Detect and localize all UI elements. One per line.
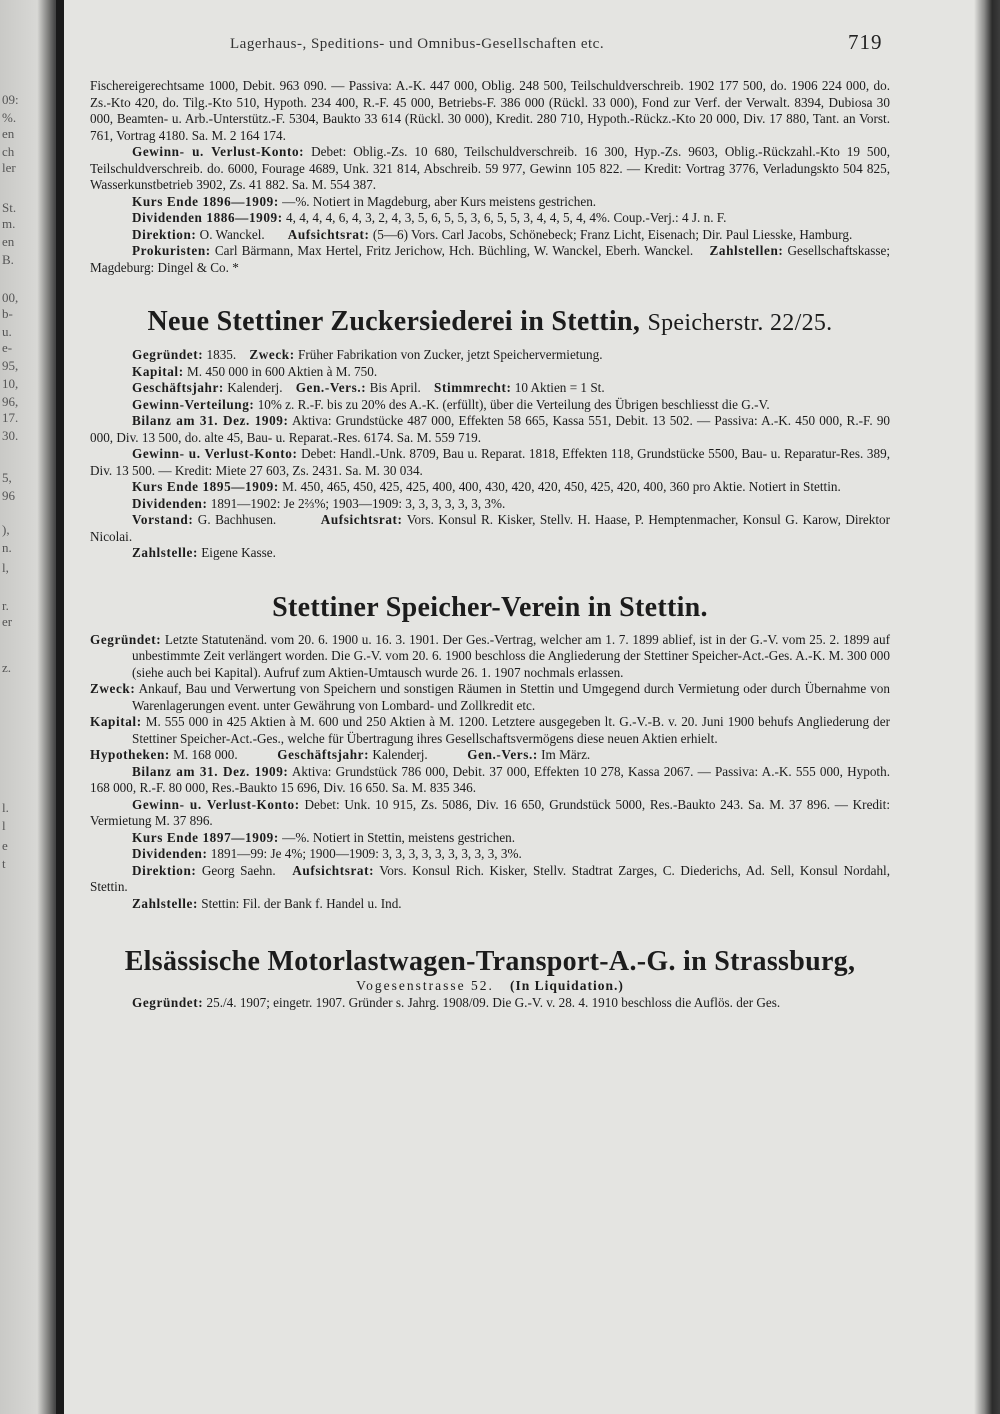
margin-fragment: u. bbox=[2, 324, 12, 339]
margin-fragment: 30. bbox=[2, 428, 19, 443]
entry-label: Gewinn- u. Verlust-Konto: bbox=[132, 446, 298, 461]
kurs-entry bbox=[90, 479, 890, 496]
entry-text: 4, 4, 4, 4, 6, 4, 3, 2, 4, 3, 5, 6, 5, 5, 3, 6, 5, 5, 3, 4, 4, 5, 4, 4%. Coup.-Verj.: 4 J. n. F. bbox=[286, 210, 727, 225]
margin-fragment: %. bbox=[2, 110, 17, 125]
page-right-edge bbox=[974, 0, 1000, 1414]
margin-fragment: l. bbox=[2, 800, 9, 815]
kapital-entry bbox=[90, 364, 890, 381]
entry-text: Debet: Unk. 10 915, Zs. 5086, Div. 16 650, Grundstück 5000, Res.-Baukto 243. Sa. M. 37 896. — Kredit: Vermietung M. 37 896. bbox=[90, 796, 891, 828]
entry-label: Gegründet: bbox=[132, 347, 204, 362]
entry-label: Kurs Ende 1895—1909: bbox=[132, 479, 279, 494]
gewinn-entry bbox=[90, 797, 890, 830]
entry-text: 1891—1902: Je 2⅔%; 1903—1909: 3, 3, 3, 3, 3, 3, 3%. bbox=[210, 495, 506, 511]
entry-label: Hypotheken: bbox=[90, 747, 170, 762]
entry-text: Georg Saehn. bbox=[201, 862, 276, 878]
margin-fragment: n. bbox=[2, 540, 12, 555]
margin-fragment: 5, bbox=[2, 470, 12, 485]
margin-fragment: ch bbox=[2, 144, 15, 159]
geschaeftsjahr-entry bbox=[90, 380, 890, 397]
entry-text: Debet: Handl.-Unk. 8709, Bau u. Reparat. 1818, Effekten 118, Grundstücke 5500, Bau- u. Reparatur-Res. 389, Div. 13 500. — Kredit: Miete 27 603, Zs. 2431. Sa. M. 30 034. bbox=[90, 446, 891, 478]
margin-fragment: m. bbox=[2, 216, 16, 231]
kurs-entry bbox=[90, 830, 890, 847]
entry-text: G. Bachhusen. bbox=[197, 512, 277, 527]
company-address: Vogesenstrasse 52. bbox=[356, 978, 494, 993]
kurs-entry bbox=[90, 194, 890, 211]
entry-label: Gewinn-Verteilung: bbox=[132, 396, 255, 412]
entry-label: Direktion: bbox=[132, 226, 197, 242]
dividenden-entry bbox=[90, 496, 890, 513]
entry-text: O. Wanckel. bbox=[199, 226, 265, 242]
entry-text: Vors. Konsul R. Kisker, Stellv. H. Haase, P. Hemptenmacher, Konsul G. Karow, Direktor Nicolai. bbox=[90, 512, 891, 544]
gewinn-entry bbox=[90, 144, 890, 194]
entry-label: Stimmrecht: bbox=[434, 380, 512, 395]
margin-fragment: St. bbox=[2, 200, 17, 215]
entry-label: Geschäftsjahr: bbox=[277, 747, 370, 762]
entry-text: 10% z. R.-F. bis zu 20% des A.-K. (erfüllt), über die Verteilung des Übrigen beschliesst die G.-V. bbox=[257, 396, 770, 412]
zahlstelle-entry bbox=[90, 896, 890, 913]
margin-fragment: ), bbox=[2, 522, 10, 537]
entry-label: Dividenden: bbox=[132, 846, 208, 861]
entry-text: Früher Fabrikation von Zucker, jetzt Speichervermietung. bbox=[298, 347, 603, 362]
prokuristen-entry bbox=[90, 243, 890, 276]
gegruendet-entry bbox=[90, 995, 890, 1012]
entry-label: Kapital: bbox=[90, 714, 142, 729]
entry-label: Aufsichtsrat: bbox=[292, 862, 375, 878]
entry-label: Aufsichtsrat: bbox=[287, 226, 370, 242]
entry-text: Im März. bbox=[541, 747, 591, 762]
entry-text: Stettin: Fil. der Bank f. Handel u. Ind. bbox=[201, 895, 402, 911]
margin-fragment: r. bbox=[2, 598, 9, 613]
margin-fragment: 95, bbox=[2, 358, 19, 373]
company-title bbox=[90, 946, 890, 978]
entry-label: Zweck: bbox=[90, 681, 136, 696]
margin-fragment: 10, bbox=[2, 376, 19, 391]
entry-label: Kurs Ende 1896—1909: bbox=[132, 193, 279, 209]
company-subtitle bbox=[90, 978, 890, 995]
entry-text: Aktiva: Grundstück 786 000, Debit. 37 000, Effekten 10 278, Kassa 2067. — Passiva: A.-K. 555 000, Hypoth. 168 000, R.-F. 80 000, Res.-Baukto 15 696, Div. 16 650. Sa. M. 835 346. bbox=[90, 763, 890, 795]
entry-text: Letzte Statutenänd. vom 20. 6. 1900 u. 16. 3. 1901. Der Ges.-Vertrag, welcher am 1. 7. 1899 ablief, ist in der G.-V. vom 25. 2. 1899 auf unbestimmte Zeit verlängert worden. Die G.-V. vom 20. 6. 1900 beschloss die Angliederung der Stettiner Speicher-Act.-Ges. A.-K. M. 300 000 (siehe auch bei Kapital). Aufruf zum Aktien-Umtausch wurde 26. 1. 1907 nochmals erlassen. bbox=[132, 631, 890, 680]
running-head: Lagerhaus-, Speditions- und Omnibus-Gesellschaften etc. bbox=[230, 36, 605, 52]
gegruendet-entry bbox=[90, 347, 890, 364]
margin-fragment: z. bbox=[2, 660, 12, 675]
entry-text: Bis April. bbox=[369, 380, 421, 395]
liquidation-status: (In Liquidation.) bbox=[510, 978, 624, 993]
company-title bbox=[90, 592, 890, 624]
margin-fragment: 96, bbox=[2, 394, 19, 409]
entry-label: Gewinn- u. Verlust-Konto: bbox=[132, 796, 300, 812]
entry-text: M. 450 000 in 600 Aktien à M. 750. bbox=[187, 363, 378, 379]
entry-text: Aktiva: Grundstücke 487 000, Effekten 58 665, Kassa 551, Debit. 13 502. — Passiva: A.-K. 450 000, R.-F. 90 000, Div. 13 500, do. alte 45, Bau- u. Reparat.-Res. 6174. Sa. M. 559 719. bbox=[90, 413, 891, 445]
entry-label: Gegründet: bbox=[132, 994, 204, 1010]
entry-text: Carl Bärmann, Max Hertel, Fritz Jerichow, Hch. Büchling, W. Wanckel, Eberh. Wanckel. bbox=[214, 243, 694, 258]
balance-continuation: Fischereigerechtsame 1000, Debit. 963 090. — Passiva: A.-K. 447 000, Oblig. 248 500, Teilschuldverschreib. 1902 177 500, do. 1906 224 000, do. Zs.-Kto 420, do. Tilg.-Kto 510, Hypoth. 234 400, R.-F. 45 000, Betriebs-F. 386 000 (Rückl. 33 000), Fond zur Verf. der Verwalt. 8394, Dubiosa 30 000, Beamten- u. Arb.-Unterstütz.-F. 5304, Baukto 33 614 (Rückl. 30 000), Kredit. 280 710, Hypoth.-Rückz.-Kto 20 000, Div. 17 880, Tant. an Vorst. 761, Vortrag 4180. Sa. M. 2 164 174. bbox=[90, 78, 890, 143]
bilanz-entry bbox=[90, 413, 890, 446]
direktion-entry bbox=[90, 863, 890, 896]
margin-fragment: 00, bbox=[2, 290, 19, 305]
entry-text: Ankauf, Bau und Verwertung von Speichern und sonstigen Räumen in Stettin und Umgegend durch Vermietung oder durch Übernahme von Warenlagerungen event. unter Gewährung von Lombard- und Zollkredit etc. bbox=[132, 681, 890, 713]
entry-label: Vorstand: bbox=[132, 512, 194, 527]
margin-fragment: 09: bbox=[2, 92, 19, 107]
gewinn-verteilung-entry bbox=[90, 397, 890, 414]
entry-text: (5—6) Vors. Carl Jacobs, Schönebeck; Franz Licht, Eisenach; Dir. Paul Liesske, Hamburg. bbox=[372, 226, 853, 242]
company-stettiner-speicher-verein bbox=[90, 592, 890, 913]
margin-fragment: 17. bbox=[2, 410, 19, 425]
entry-text: Vors. Konsul Rich. Kisker, Stellv. Stadtrat Zarges, C. Diederichs, Ad. Sell, Konsul Nordahl, Stettin. bbox=[90, 862, 890, 894]
entry-label: Gewinn- u. Verlust-Konto: bbox=[132, 144, 305, 159]
gewinn-entry bbox=[90, 446, 890, 479]
margin-fragment: b- bbox=[2, 306, 13, 321]
zahlstelle-entry bbox=[90, 545, 890, 562]
binding-edge-line bbox=[56, 0, 64, 1414]
company-name: Neue Stettiner Zuckersiederei in Stettin, bbox=[147, 306, 641, 337]
entry-label: Gen.-Vers.: bbox=[295, 380, 367, 395]
entry-label: Gegründet: bbox=[90, 631, 162, 647]
company-title bbox=[90, 306, 890, 339]
entry-text: M. 450, 465, 450, 425, 425, 400, 400, 430, 420, 420, 450, 425, 420, 400, 360 pro Aktie. Notiert in Stettin. bbox=[282, 479, 841, 494]
kapital-entry bbox=[90, 714, 890, 747]
margin-fragment: e bbox=[2, 838, 8, 853]
entry-label: Prokuristen: bbox=[132, 243, 211, 258]
entry-text: 25./4. 1907; eingetr. 1907. Gründer s. Jahrg. 1908/09. Die G.-V. v. 28. 4. 1910 beschloss die Auflös. der Ges. bbox=[206, 994, 781, 1010]
hypotheken-entry bbox=[90, 747, 890, 764]
vorstand-entry bbox=[90, 512, 890, 545]
entry-label: Direktion: bbox=[132, 862, 197, 878]
company-neue-stettiner-zuckersiederei bbox=[90, 306, 890, 562]
margin-fragment: l, bbox=[2, 560, 9, 575]
dividenden-entry bbox=[90, 210, 890, 227]
dividenden-entry bbox=[90, 846, 890, 863]
entry-label: Zahlstelle: bbox=[132, 895, 198, 911]
entry-text: 10 Aktien = 1 St. bbox=[514, 380, 605, 395]
entry-label: Gen.-Vers.: bbox=[467, 747, 538, 762]
entry-label: Zweck: bbox=[249, 347, 295, 362]
entry-text: M. 555 000 in 425 Aktien à M. 600 und 250 Aktien à M. 1200. Letztere ausgegeben lt. G.-V.-B. v. 20. Juni 1900 behufs Angliederung der Stettiner Speicher-Act.-Ges., welche für Übertragung ihres Gesellschaftsvermögens diese neuen Aktien erhielt. bbox=[132, 714, 890, 746]
company-name: Elsässische Motorlastwagen-Transport-A.-G. in Strassburg, bbox=[124, 946, 856, 977]
zweck-entry bbox=[90, 681, 890, 714]
margin-fragment: l bbox=[2, 818, 6, 833]
margin-fragment: t bbox=[2, 856, 6, 871]
entry-label: Bilanz am 31. Dez. 1909: bbox=[132, 413, 289, 428]
entry-text: M. 168 000. bbox=[173, 747, 238, 762]
direktion-entry bbox=[90, 227, 890, 244]
gegruendet-entry bbox=[90, 632, 890, 682]
company-name: Stettiner Speicher-Verein in Stettin. bbox=[272, 591, 708, 623]
entry-label: Zahlstellen: bbox=[709, 243, 784, 258]
margin-fragment: 96 bbox=[2, 488, 15, 503]
entry-label: Dividenden: bbox=[132, 495, 208, 511]
entry-label: Aufsichtsrat: bbox=[320, 512, 403, 527]
entry-label: Geschäftsjahr: bbox=[132, 380, 224, 395]
page-number: 719 bbox=[848, 30, 883, 54]
entry-label: Kapital: bbox=[132, 363, 184, 379]
company-elsaessische-motorlastwagen bbox=[90, 946, 890, 1011]
entry-label: Zahlstelle: bbox=[132, 545, 198, 560]
entry-text: Kalenderj. bbox=[372, 747, 428, 762]
margin-fragment: ler bbox=[2, 160, 16, 175]
entry-label: Bilanz am 31. Dez. 1909: bbox=[132, 763, 289, 779]
margin-fragment: en bbox=[2, 126, 15, 141]
entry-text: Debet: Oblig.-Zs. 10 680, Teilschuldverschreib. 16 300, Hyp.-Zs. 9603, Oblig.-Rückzahl.-Kto 19 500, Teilschuldverschreib. do. 6000, Fourage 4689, Unk. 321 814, Abschreib. 59 977, Gewinn 105 822. — Kredit: Vortrag 3776, Verladungskto 504 825, Wasserkunstbetrieb 3902, Zs. 41 882. Sa. M. 554 387. bbox=[90, 144, 891, 192]
entry-text: Gesellschaftskasse; Magdeburg: Dingel & Co. * bbox=[90, 243, 891, 275]
page-content bbox=[90, 78, 890, 1011]
margin-fragment: en bbox=[2, 234, 15, 249]
margin-fragment: er bbox=[2, 614, 13, 629]
prev-company-section bbox=[90, 78, 890, 276]
entry-text: Eigene Kasse. bbox=[201, 545, 276, 560]
entry-label: Dividenden 1886—1909: bbox=[132, 210, 283, 225]
margin-fragment: e- bbox=[2, 340, 13, 355]
entry-text: Kalenderj. bbox=[227, 380, 283, 395]
margin-fragment: B. bbox=[2, 252, 14, 267]
company-address: Speicherstr. 22/25. bbox=[647, 310, 833, 336]
bilanz-entry bbox=[90, 764, 890, 797]
entry-text: —%. Notiert in Stettin, meistens gestrichen. bbox=[282, 829, 516, 845]
entry-text: 1891—99: Je 4%; 1900—1909: 3, 3, 3, 3, 3, 3, 3, 3, 3, 3%. bbox=[210, 846, 522, 861]
entry-label: Kurs Ende 1897—1909: bbox=[132, 829, 279, 845]
entry-text: 1835. bbox=[206, 347, 237, 362]
entry-text: —%. Notiert in Magdeburg, aber Kurs meistens gestrichen. bbox=[282, 193, 597, 209]
